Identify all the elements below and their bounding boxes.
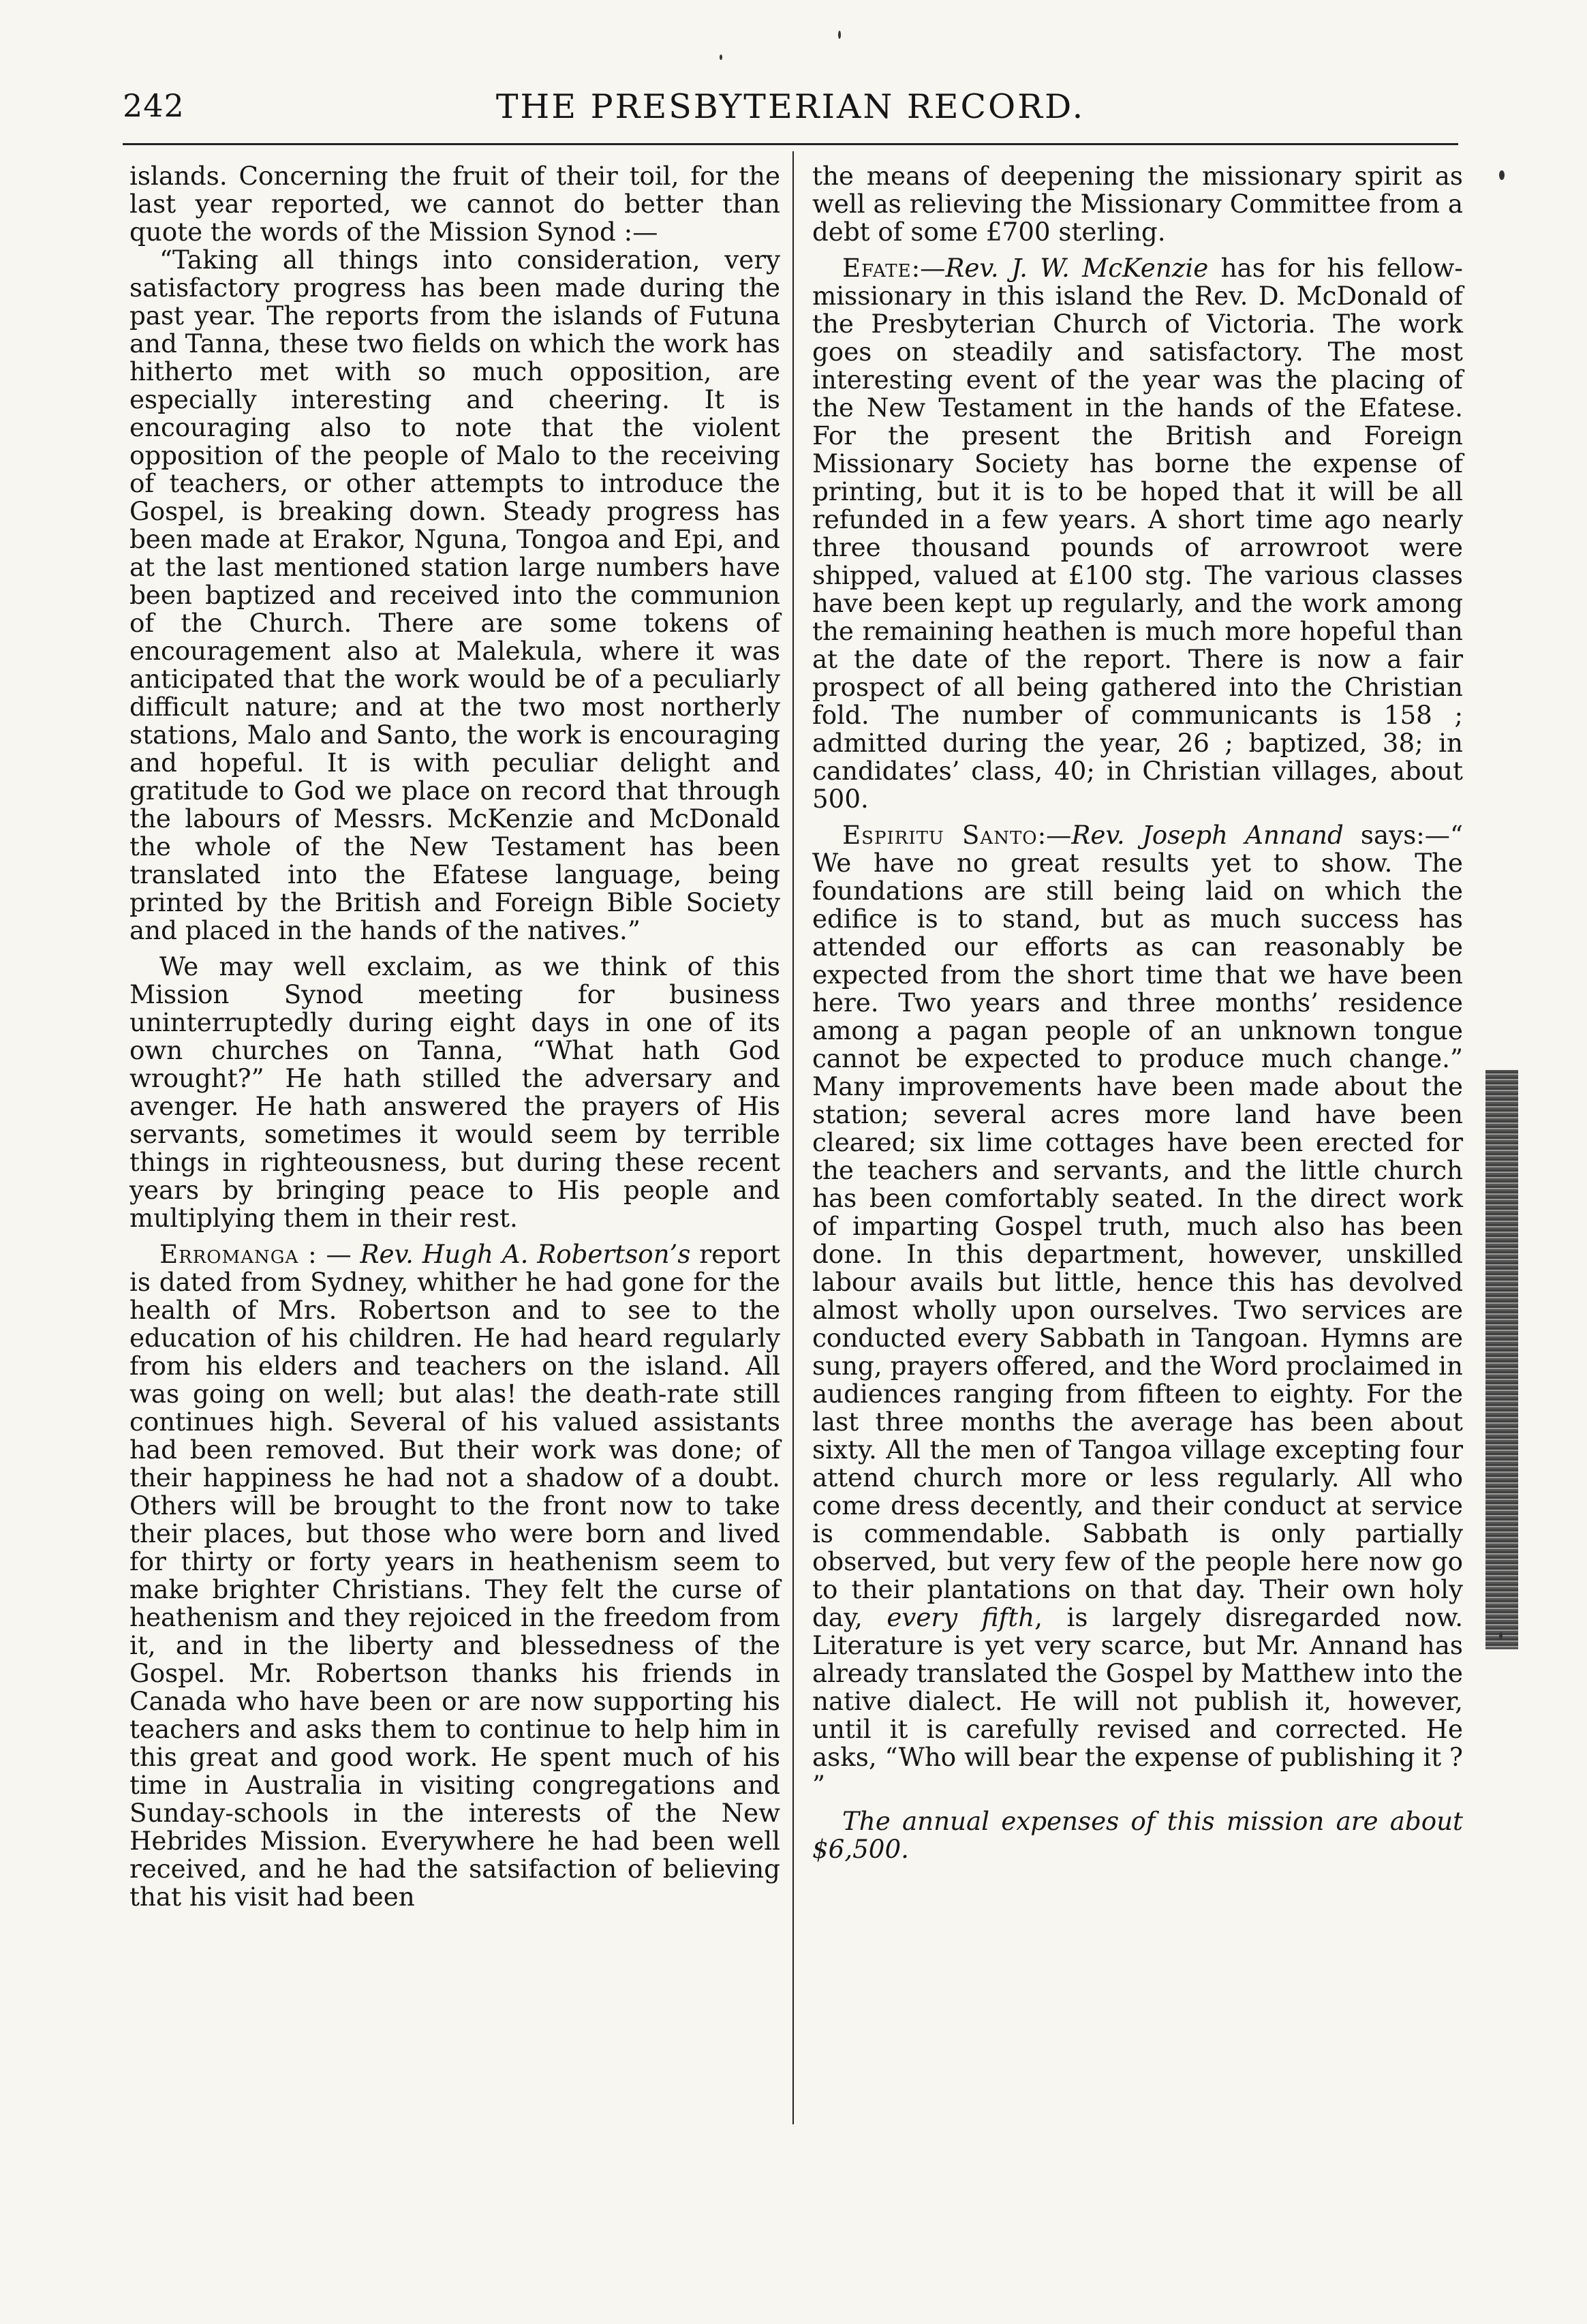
page-number: 242 [123, 87, 185, 124]
right-column [812, 162, 1463, 1863]
missionary-name: Rev. Joseph Annand [1071, 820, 1344, 850]
paragraph-tail: , is largely disregarded now. Literature is yet very scarce, but Mr. Annand has already translated the Gospel by Matthew into the native dialect. He will not publish it, however, until it is carefully revised and corrected. He asks, “Who will bear the expense of publishing it ? ” [812, 1602, 1464, 1800]
heading-dash: :— [1037, 820, 1072, 850]
erromanga-paragraph [129, 1240, 780, 1911]
paragraph-body: says:—“ We have no great results yet to show. The foundations are still being laid on which the edifice is to stand, but as much success has attended our efforts as can reasonably be expected from the short time that we have been here. Two years and three months’ residence among a pagan people of an unknown tongue cannot be expected to produce much change.” Many improvements have been made about the station; several acres more land have been cleared; six lime cottages have been erected for the teachers and servants, and the little church has been comfortably seated. In the direct work of imparting Gospel truth, much also has been done. In this department, however, unskilled labour avails but little, hence this has devolved almost wholly upon ourselves. Two services are conducted every Sabbath in Tangoan. Hymns are sung, prayers offered, and the Word proclaimed in audiences ranging from fifteen to eighty. For the last three months the average has been about sixty. All the men of Tangoa village excepting four attend church more or less regularly. All who come dress decently, and their conduct at service is commendable. Sabbath is only partially observed, but very few of the people here now go to their plantations on that day. Their own holy day, [812, 820, 1464, 1632]
scan-margin-mark [1485, 1070, 1518, 1649]
paragraph-body: report is dated from Sydney, whither he had gone for the health of Mrs. Robertson and to see to the education of his children. He had heard regularly from his elders and teachers on the island. All was going on well; but alas! the death-rate still continues high. Several of his valued assistants had been removed. But their work was done; of their happiness he had not a shadow of a doubt. Others will be brought to the front now to take their places, but those who were born and lived for thirty or forty years in heathenism seem to make brighter Christians. They felt the curse of heathenism and they rejoiced in the freedom from it, and in the liberty and blessedness of the Gospel. Mr. Robertson thanks his friends in Canada who have been or are now supporting his teachers and asks them to continue to help him in this great and good work. He spent much of his time in Australia in visiting congregations and Sunday-schools in the interests of the New Hebrides Mission. Everywhere he had been well received, and he had the satsifaction of believing that his visit had been [129, 1239, 780, 1912]
scan-speck [1499, 170, 1505, 180]
running-title: THE PRESBYTERIAN RECORD. [495, 87, 1085, 126]
paragraph: the means of deepening the missionary spirit as well as relieving the Missionary Committee from a debt of some £700 sterling. [812, 161, 1463, 247]
page [123, 0, 1465, 2324]
heading-dash: — [317, 1239, 360, 1269]
header-rule [123, 143, 1458, 145]
scan-speck [720, 55, 722, 60]
paragraph-body: has for his fellow-missionary in this island the Rev. D. McDonald of the Presbyterian Church of Victoria. The work goes on steadily and satisfactory. The most interesting event of the year was the placing of the New Testament in the hands of the Efatese. For the present the British and Foreign Missionary Society has borne the expense of printing, but it is to be hoped that it will be all refunded in a few years. A short time ago nearly three thousand pounds of arrowroot were shipped, valued at £100 stg. The various classes have been kept up regularly, and the work among the remaining heathen is much more hopeful than at the date of the report. There is now a fair prospect of all being gathered into the Christian fold. The number of communicants is 158 ; admitted during the year, 26 ; baptized, 38; in candidates’ class, 40; in Christian villages, about 500. [812, 253, 1463, 814]
missionary-name: Rev. Hugh A. Robertson’s [360, 1239, 691, 1269]
missionary-name: Rev. J. W. McKenzie [945, 253, 1209, 283]
paragraph: We may well exclaim, as we think of this Mission Synod meeting for business uninterruptedly during eight days in one of its own churches on Tanna, “What hath God wrought?” He hath stilled the adversary and avenger. He hath answered the prayers of His servants, sometimes it would seem by terrible things in righteousness, but during these recent years by bringing peace to His people and multiplying them in their rest. [129, 951, 780, 1233]
scan-speck [838, 31, 841, 39]
section-heading: Erromanga : [159, 1239, 318, 1269]
closing-note: The annual expenses of this mission are about $6,500. [812, 1806, 1463, 1864]
section-heading: Efate [842, 253, 912, 283]
quoted-paragraph: “Taking all things into consideration, very satisfactory progress has been made during the past year. The reports from the islands of Futuna and Tanna, these two fields on which the work has hitherto met with so much opposition, are especially interesting and cheering. It is encouraging also to note that the violent opposition of the people of Malo to the receiving of teachers, or other attempts to introduce the Gospel, is breaking down. Steady progress has been made at Erakor, Nguna, Tongoa and Epi, and at the last mentioned station large numbers have been baptized and received into the communion of the Church. There are some tokens of encouragement also at Malekula, where it was anticipated that the work would be of a peculiarly difficult nature; and at the two most northerly stations, Malo and Santo, the work is encouraging and hopeful. It is with peculiar delight and gratitude to God we place on record that through the labours of Messrs. McKenzie and McDonald the whole of the New Testament has been translated into the Efatese language, being printed by the British and Foreign Bible Society and placed in the hands of the natives.” [129, 245, 780, 945]
page-header [123, 80, 1458, 135]
espiritu-santo-paragraph [812, 821, 1463, 1799]
paragraph: islands. Concerning the fruit of their toil, for the last year reported, we cannot do better than quote the words of the Mission Synod :— [129, 161, 780, 247]
italic-phrase: every fifth [887, 1602, 1035, 1632]
left-column [129, 162, 780, 1911]
column-divider [792, 151, 794, 2124]
section-heading: Espiritu Santo [842, 820, 1038, 850]
scan-speck [1499, 1632, 1503, 1639]
efate-paragraph [812, 254, 1463, 813]
heading-dash: :— [911, 253, 946, 283]
